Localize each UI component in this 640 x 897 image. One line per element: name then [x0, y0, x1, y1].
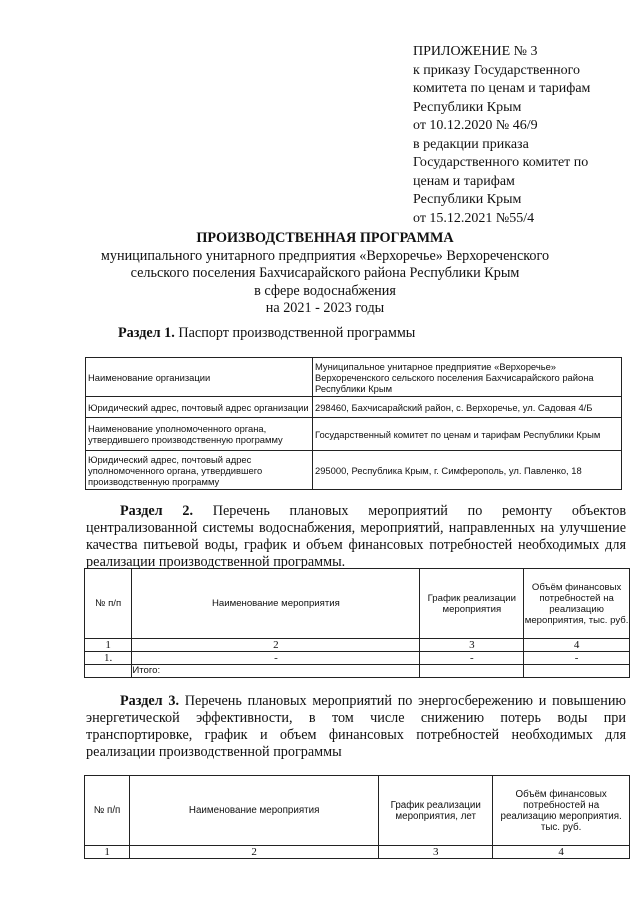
heading-line: муниципального унитарного предприятия «Верхоречье» Верхореченского — [100, 247, 550, 264]
section3-label: Раздел 3. — [120, 693, 180, 709]
total-label: Итого: — [132, 665, 420, 678]
table-row — [85, 652, 630, 665]
table-cell: 4 — [493, 846, 630, 859]
appendix-line: в редакции приказа — [413, 136, 529, 152]
appendix-block — [413, 43, 633, 228]
table-row — [86, 397, 622, 418]
program-heading — [60, 230, 590, 318]
heading-line: на 2021 - 2023 годы — [265, 300, 385, 316]
table-row — [86, 451, 622, 490]
table-cell: 295000, Республика Крым, г. Симферополь, ул. Павленко, 18 — [313, 451, 622, 490]
table-cell: 1 — [85, 846, 130, 859]
column-header: Наименование мероприятия — [132, 569, 420, 639]
column-header: График реализации мероприятия, лет — [379, 776, 493, 846]
table-cell: Юридический адрес, почтовый адрес организации — [86, 397, 313, 418]
appendix-line: к приказу Государственного — [413, 62, 580, 78]
table-row — [86, 358, 622, 397]
table-row — [85, 846, 630, 859]
table-cell: 1. — [85, 652, 132, 665]
document-title: ПРОИЗВОДСТВЕННАЯ ПРОГРАММА — [196, 230, 454, 246]
passport-table — [85, 357, 622, 490]
appendix-line: ПРИЛОЖЕНИЕ № 3 — [413, 44, 538, 59]
section2-label: Раздел 2. — [120, 503, 194, 519]
column-header: Объём финансовых потребностей на реализацию мероприятия. тыс. руб. — [493, 776, 630, 846]
table-cell: Наименование организации — [86, 358, 313, 397]
table-cell: - — [132, 652, 420, 665]
table-cell — [420, 665, 524, 678]
table-cell: Юридический адрес, почтовый адрес уполномоченного органа, утвердившего производственную программу — [86, 451, 313, 490]
table-cell: 1 — [85, 639, 132, 652]
column-header: № п/п — [85, 569, 132, 639]
table-cell: 2 — [132, 639, 420, 652]
energy-measures-table — [84, 775, 630, 859]
table-cell: - — [524, 652, 630, 665]
table-cell: 3 — [420, 639, 524, 652]
section3-paragraph — [86, 693, 626, 761]
section1-label: Раздел 1. — [118, 325, 175, 341]
column-header: Объём финансовых потребностей на реализацию мероприятия, тыс. руб. — [524, 569, 630, 639]
table-row — [85, 639, 630, 652]
appendix-line: от 10.12.2020 № 46/9 — [413, 118, 538, 133]
column-header: Наименование мероприятия — [130, 776, 379, 846]
table-cell: 298460, Бахчисарайский район, с. Верхоречье, ул. Садовая 4/Б — [313, 397, 622, 418]
table-cell: 4 — [524, 639, 630, 652]
section3-text: Перечень плановых мероприятий по энергосбережению и повышению энергетической эффективности, в том числе снижению потерь воды при транспортировке, график и объем финансовых потребностей необходимых для реализации производственной программы — [86, 693, 627, 760]
appendix-line: от 15.12.2021 №55/4 — [413, 210, 535, 226]
section2-paragraph — [86, 503, 626, 571]
appendix-line: Республики Крым — [413, 99, 522, 115]
repair-measures-table — [84, 568, 630, 678]
table-cell — [524, 665, 630, 678]
table-cell: Муниципальное унитарное предприятие «Верхоречье» Верхореченского сельского поселения Бахчисарайского района Республики Крым — [313, 358, 622, 397]
appendix-line: Государственного комитет по — [413, 155, 589, 170]
table-header-row — [85, 776, 630, 846]
table-cell: - — [420, 652, 524, 665]
table-cell — [85, 665, 132, 678]
table-header-row — [85, 569, 630, 639]
section1-heading — [118, 325, 415, 342]
appendix-line: Республики Крым — [413, 192, 522, 207]
table-cell: Государственный комитет по ценам и тарифам Республики Крым — [313, 418, 622, 451]
appendix-line: комитета по ценам и тарифам — [413, 81, 591, 96]
table-row — [85, 665, 630, 678]
heading-line: в сфере водоснабжения — [254, 282, 396, 299]
table-row — [86, 418, 622, 451]
appendix-line: ценам и тарифам — [413, 173, 515, 189]
table-cell: Наименование уполномоченного органа, утвердившего производственную программу — [86, 418, 313, 451]
section1-title: Паспорт производственной программы — [178, 325, 416, 341]
table-cell: 2 — [130, 846, 379, 859]
column-header: График реализации мероприятия — [420, 569, 524, 639]
heading-line: сельского поселения Бахчисарайского района Республики Крым — [130, 265, 520, 281]
table-cell: 3 — [379, 846, 493, 859]
column-header: № п/п — [85, 776, 130, 846]
section2-text: Перечень плановых мероприятий по ремонту объектов централизованной системы водоснабжения, мероприятий, направленных на улучшение качества питьевой воды, график и объем финансовых потребностей необходимых для реализации производственной программы. — [86, 503, 627, 570]
